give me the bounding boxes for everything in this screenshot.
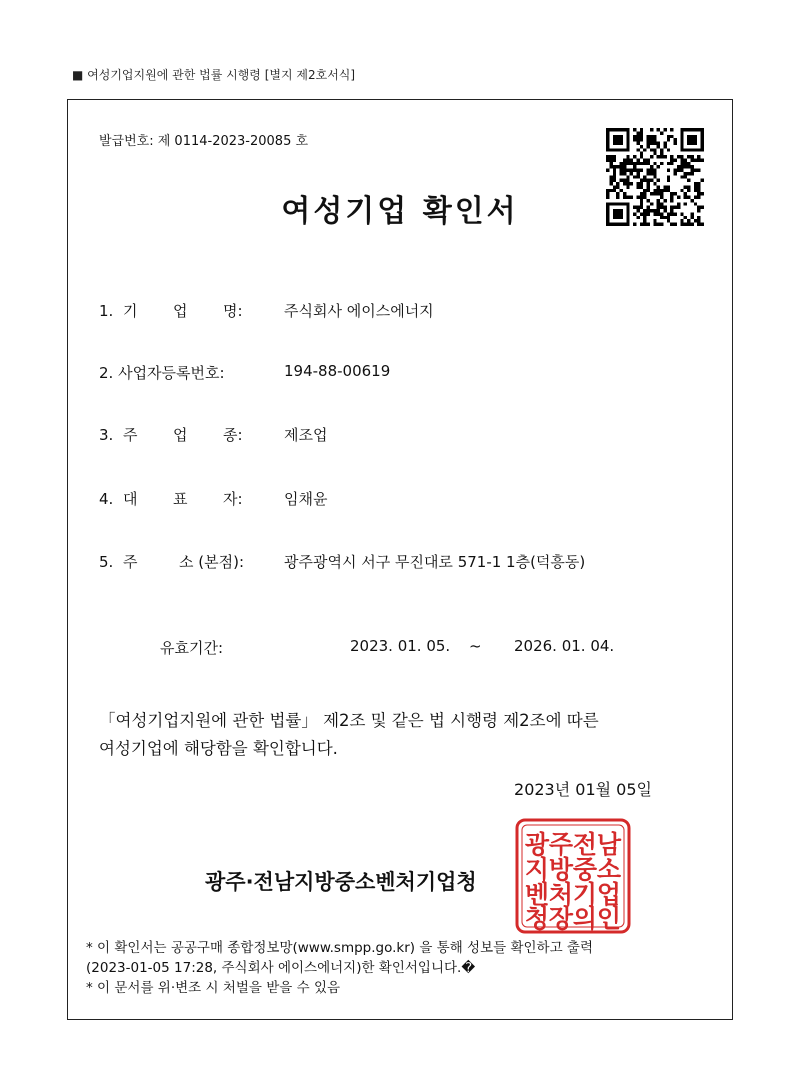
qr-module <box>697 155 700 158</box>
qr-module <box>640 155 643 158</box>
qr-module <box>653 175 656 178</box>
qr-module <box>690 155 693 158</box>
qr-module <box>694 169 697 172</box>
qr-module <box>653 172 656 175</box>
qr-module <box>643 162 646 165</box>
qr-module <box>667 162 670 165</box>
svg-text:소: 소 <box>596 855 622 884</box>
qr-module <box>613 165 616 168</box>
statement-line-2: 여성기업에 해당함을 확인합니다. <box>99 739 338 758</box>
qr-module <box>613 169 616 172</box>
qr-module <box>620 135 623 138</box>
qr-module <box>674 138 677 141</box>
qr-module <box>701 158 704 161</box>
qr-module <box>633 162 636 165</box>
qr-module <box>609 165 612 168</box>
qr-module <box>650 138 653 141</box>
qr-module <box>633 165 636 168</box>
qr-module <box>640 131 643 134</box>
validity-start: 2023. 01. 05. <box>350 637 451 655</box>
qr-module <box>626 145 629 148</box>
confirmation-statement <box>99 707 699 763</box>
qr-module <box>663 142 666 145</box>
qr-module <box>606 138 609 141</box>
qr-module <box>616 135 619 138</box>
qr-module <box>636 142 639 145</box>
qr-module <box>613 175 616 178</box>
qr-module <box>697 148 700 151</box>
qr-module <box>680 148 683 151</box>
validity-end: 2026. 01. 04. <box>514 637 615 655</box>
qr-module <box>606 158 609 161</box>
qr-module <box>626 128 629 131</box>
field-label-company: 1. 기 업 명: <box>99 302 243 320</box>
qr-module <box>701 131 704 134</box>
qr-module <box>616 165 619 168</box>
qr-module <box>609 175 612 178</box>
qr-module <box>701 142 704 145</box>
qr-module <box>640 169 643 172</box>
qr-module <box>647 179 650 182</box>
footnote-line: * 이 확인서는 공공구매 종합정보망(www.smpp.go.kr) 을 통해 성보들 확인하고 출력 <box>86 940 594 956</box>
qr-module <box>623 182 626 185</box>
qr-module <box>640 179 643 182</box>
svg-text:지: 지 <box>524 855 550 884</box>
qr-module <box>660 152 663 155</box>
qr-module <box>674 172 677 175</box>
qr-module <box>623 169 626 172</box>
qr-module <box>647 169 650 172</box>
qr-module <box>697 158 700 161</box>
qr-module <box>657 128 660 131</box>
qr-module <box>653 182 656 185</box>
issuing-authority: 광주·전남지방중소벤처기업청 <box>205 870 477 894</box>
qr-module <box>653 152 656 155</box>
qr-module <box>636 131 639 134</box>
qr-module <box>613 155 616 158</box>
qr-module <box>633 138 636 141</box>
qr-module <box>636 169 639 172</box>
field-value-address: 광주광역시 서구 무진대로 571-1 1층(덕흥동) <box>284 553 586 571</box>
svg-text:방: 방 <box>548 855 574 884</box>
qr-module <box>609 148 612 151</box>
qr-module <box>623 179 626 182</box>
qr-module <box>647 158 650 161</box>
qr-module <box>667 175 670 178</box>
qr-module <box>650 148 653 151</box>
svg-text:기: 기 <box>572 880 598 909</box>
qr-module <box>616 148 619 151</box>
qr-module <box>616 182 619 185</box>
issue-date: 2023년 01월 05일 <box>514 780 652 799</box>
qr-module <box>620 148 623 151</box>
qr-module <box>609 128 612 131</box>
qr-module <box>687 172 690 175</box>
qr-module <box>613 172 616 175</box>
qr-module <box>613 179 616 182</box>
qr-module <box>684 162 687 165</box>
qr-module <box>657 155 660 158</box>
qr-module <box>606 128 609 131</box>
qr-module <box>690 165 693 168</box>
qr-module <box>606 131 609 134</box>
qr-module <box>660 148 663 151</box>
qr-module <box>640 162 643 165</box>
qr-module <box>677 155 680 158</box>
qr-module <box>680 128 683 131</box>
qr-module <box>680 158 683 161</box>
qr-module <box>684 128 687 131</box>
qr-module <box>626 162 629 165</box>
qr-module <box>690 172 693 175</box>
svg-text:장: 장 <box>548 904 574 933</box>
qr-module <box>697 169 700 172</box>
qr-module <box>687 128 690 131</box>
qr-module <box>620 169 623 172</box>
field-value-industry: 제조업 <box>284 426 328 444</box>
qr-module <box>609 182 612 185</box>
field-value-company: 주식회사 에이스에너지 <box>284 302 434 320</box>
qr-module <box>636 175 639 178</box>
qr-module <box>680 145 683 148</box>
qr-module <box>680 135 683 138</box>
qr-module <box>630 172 633 175</box>
qr-module <box>680 169 683 172</box>
field-label-business-number: 2. 사업자등록번호: <box>99 364 225 382</box>
qr-module <box>694 158 697 161</box>
official-seal <box>514 817 632 935</box>
qr-module <box>647 135 650 138</box>
qr-module <box>626 158 629 161</box>
qr-module <box>667 179 670 182</box>
qr-module <box>613 148 616 151</box>
qr-module <box>680 175 683 178</box>
qr-module <box>694 148 697 151</box>
form-header-caption: ■ 여성기업지원에 관한 법률 시행령 [별지 제2호서식] <box>72 68 356 82</box>
qr-module <box>674 158 677 161</box>
qr-module <box>620 142 623 145</box>
qr-module <box>630 162 633 165</box>
qr-module <box>606 142 609 145</box>
qr-module <box>694 135 697 138</box>
qr-module <box>620 138 623 141</box>
qr-module <box>680 162 683 165</box>
qr-module <box>626 142 629 145</box>
qr-module <box>650 179 653 182</box>
qr-module <box>633 169 636 172</box>
statement-line-1: 「여성기업지원에 관한 법률」 제2조 및 같은 법 시행령 제2조에 따른 <box>99 711 599 730</box>
qr-module <box>626 148 629 151</box>
field-label-address: 5. 주 소 (본점): <box>99 553 244 571</box>
qr-module <box>660 162 663 165</box>
svg-text:인: 인 <box>596 904 622 933</box>
qr-module <box>653 142 656 145</box>
qr-module <box>616 142 619 145</box>
qr-module <box>650 155 653 158</box>
qr-module <box>690 158 693 161</box>
footnote-line: * 이 문서를 위·변조 시 처벌을 받을 수 있음 <box>86 980 341 996</box>
qr-module <box>620 165 623 168</box>
svg-text:업: 업 <box>596 880 622 909</box>
qr-module <box>613 138 616 141</box>
qr-module <box>626 175 629 178</box>
svg-text:남: 남 <box>596 830 622 859</box>
qr-module <box>657 179 660 182</box>
svg-text:중: 중 <box>572 855 598 884</box>
qr-module <box>620 128 623 131</box>
qr-module <box>623 172 626 175</box>
qr-module <box>609 162 612 165</box>
qr-module <box>684 148 687 151</box>
qr-module <box>640 145 643 148</box>
qr-module <box>660 155 663 158</box>
qr-module <box>701 148 704 151</box>
qr-module <box>701 135 704 138</box>
svg-text:벤: 벤 <box>524 880 550 909</box>
qr-module <box>650 142 653 145</box>
svg-text:의: 의 <box>572 904 598 933</box>
qr-module <box>643 175 646 178</box>
qr-module <box>650 135 653 138</box>
footnotes <box>86 938 593 998</box>
qr-module <box>653 162 656 165</box>
qr-module <box>643 179 646 182</box>
qr-module <box>643 148 646 151</box>
svg-text:처: 처 <box>548 880 574 909</box>
qr-module <box>636 162 639 165</box>
qr-module <box>701 145 704 148</box>
qr-module <box>616 128 619 131</box>
qr-module <box>687 148 690 151</box>
field-label-representative: 4. 대 표 자: <box>99 490 243 508</box>
svg-text:주: 주 <box>548 830 574 859</box>
qr-module <box>647 162 650 165</box>
qr-module <box>660 131 663 134</box>
qr-module <box>690 128 693 131</box>
qr-module <box>626 169 629 172</box>
qr-module <box>626 138 629 141</box>
qr-module <box>636 135 639 138</box>
qr-module <box>680 142 683 145</box>
qr-module <box>630 182 633 185</box>
qr-module <box>613 135 616 138</box>
qr-module <box>687 162 690 165</box>
qr-module <box>613 142 616 145</box>
qr-module <box>694 138 697 141</box>
qr-module <box>606 145 609 148</box>
qr-module <box>640 182 643 185</box>
svg-text:광: 광 <box>524 830 550 859</box>
qr-module <box>609 155 612 158</box>
qr-module <box>687 142 690 145</box>
field-value-business-number: 194-88-00619 <box>284 362 391 380</box>
qr-module <box>663 155 666 158</box>
qr-module <box>687 138 690 141</box>
qr-module <box>694 142 697 145</box>
qr-module <box>636 182 639 185</box>
qr-module <box>626 182 629 185</box>
qr-module <box>613 128 616 131</box>
qr-module <box>674 142 677 145</box>
qr-module <box>670 135 673 138</box>
qr-module <box>677 169 680 172</box>
qr-module <box>687 179 690 182</box>
qr-module <box>606 169 609 172</box>
qr-module <box>667 169 670 172</box>
qr-module <box>640 138 643 141</box>
qr-module <box>684 172 687 175</box>
qr-module <box>636 138 639 141</box>
qr-module <box>609 179 612 182</box>
qr-module <box>697 182 700 185</box>
qr-module <box>680 131 683 134</box>
qr-module <box>647 138 650 141</box>
qr-module <box>657 165 660 168</box>
footnote-line: (2023-01-05 17:28, 주식회사 에이스에너지)한 확인서입니다.� <box>86 960 476 976</box>
qr-module <box>690 135 693 138</box>
qr-module <box>680 155 683 158</box>
qr-module <box>687 155 690 158</box>
qr-module <box>653 135 656 138</box>
qr-module <box>640 152 643 155</box>
qr-module <box>653 148 656 151</box>
svg-text:청: 청 <box>524 904 550 933</box>
qr-module <box>657 145 660 148</box>
qr-module <box>663 145 666 148</box>
qr-module <box>636 172 639 175</box>
qr-module <box>650 169 653 172</box>
qr-module <box>684 158 687 161</box>
qr-module <box>606 155 609 158</box>
qr-module <box>667 138 670 141</box>
qr-module <box>620 162 623 165</box>
qr-module <box>636 158 639 161</box>
qr-module <box>680 165 683 168</box>
qr-module <box>616 138 619 141</box>
qr-module <box>650 165 653 168</box>
qr-module <box>674 169 677 172</box>
qr-module <box>647 145 650 148</box>
qr-module <box>630 158 633 161</box>
qr-module <box>647 182 650 185</box>
qr-module <box>690 138 693 141</box>
qr-module <box>623 128 626 131</box>
qr-module <box>620 172 623 175</box>
qr-module <box>633 175 636 178</box>
qr-module <box>633 128 636 131</box>
qr-module <box>626 135 629 138</box>
qr-module <box>657 142 660 145</box>
validity-separator: ~ <box>469 637 482 655</box>
qr-module <box>667 135 670 138</box>
qr-module <box>687 135 690 138</box>
qr-module <box>690 148 693 151</box>
qr-module <box>650 128 653 131</box>
qr-module <box>694 128 697 131</box>
qr-module <box>626 155 629 158</box>
field-value-representative: 임채윤 <box>284 490 328 508</box>
qr-module <box>620 179 623 182</box>
qr-module <box>606 148 609 151</box>
qr-module <box>623 148 626 151</box>
qr-module <box>677 165 680 168</box>
qr-module <box>609 158 612 161</box>
qr-module <box>626 179 629 182</box>
validity-label: 유효기간: <box>160 639 224 657</box>
qr-module <box>667 148 670 151</box>
qr-module <box>606 135 609 138</box>
qr-module <box>653 138 656 141</box>
field-label-industry: 3. 주 업 종: <box>99 426 243 444</box>
qr-module <box>640 128 643 131</box>
issue-number: 발급번호: 제 0114-2023-20085 호 <box>99 134 309 149</box>
qr-module <box>623 158 626 161</box>
qr-module <box>690 142 693 145</box>
qr-module <box>687 165 690 168</box>
qr-module <box>647 142 650 145</box>
qr-module <box>633 155 636 158</box>
qr-module <box>670 162 673 165</box>
qr-module <box>701 128 704 131</box>
qr-module <box>643 158 646 161</box>
qr-module <box>670 128 673 131</box>
qr-module <box>697 128 700 131</box>
qr-module <box>630 169 633 172</box>
qr-module <box>684 165 687 168</box>
svg-text:전: 전 <box>572 830 598 859</box>
qr-module <box>626 131 629 134</box>
qr-module <box>653 169 656 172</box>
qr-module <box>701 179 704 182</box>
qr-module <box>623 165 626 168</box>
qr-module <box>684 175 687 178</box>
qr-module <box>690 169 693 172</box>
qr-module <box>623 162 626 165</box>
qr-module <box>670 158 673 161</box>
qr-module <box>613 158 616 161</box>
qr-module <box>636 148 639 151</box>
qr-module <box>663 128 666 131</box>
qr-module <box>640 135 643 138</box>
qr-module <box>633 135 636 138</box>
qr-module <box>701 138 704 141</box>
qr-module <box>647 172 650 175</box>
qr-module <box>670 155 673 158</box>
qr-module <box>694 182 697 185</box>
qr-module <box>650 172 653 175</box>
qr-module <box>680 138 683 141</box>
document-title: 여성기업 확인서 <box>281 194 519 229</box>
